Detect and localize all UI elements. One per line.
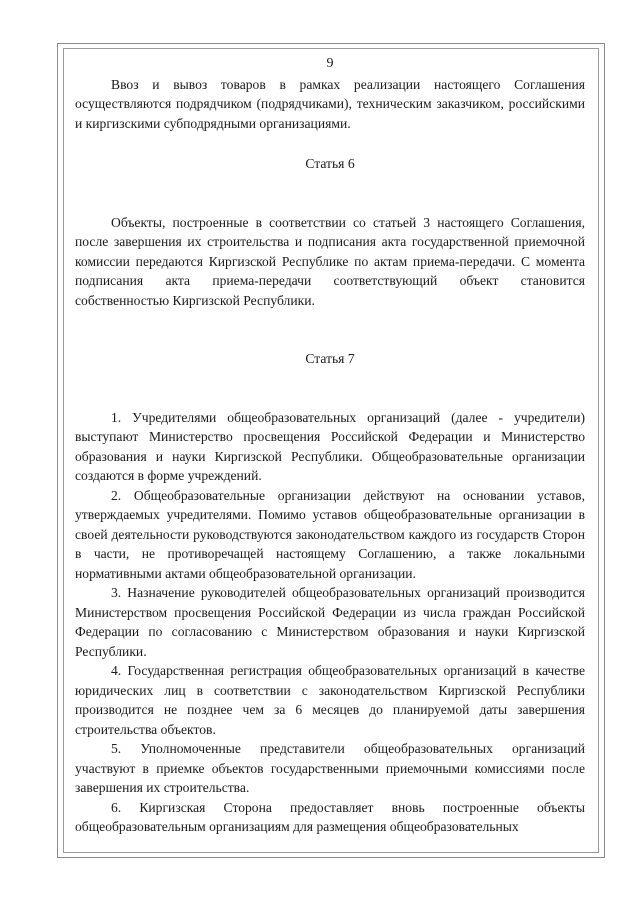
document-body xyxy=(75,54,585,837)
article-7-item-1: 1. Учредителями общеобразовательных организаций (далее - учредители) выступают Министерство просвещения Российской Федерации и Министерство образования и науки Киргизской Республики. Общеобразовательные организации создаются в форме учреждений. xyxy=(75,409,585,483)
article-7-item-2: 2. Общеобразовательные организации действуют на основании уставов, утверждаемых учредителями. Помимо уставов общеобразовательные организации в своей деятельности руководствуются законодательством каждого из государств Сторон в части, не противоречащей настоящему Соглашению, а также локальными нормативными актами общеобразовательной организации. xyxy=(75,487,585,581)
article-7-item-6: 6. Киргизская Сторона предоставляет вновь построенные объекты общеобразовательным организациям для размещения общеобразовательных xyxy=(75,799,585,834)
article-6-paragraph: Объекты, построенные в соответствии со статьей 3 настоящего Соглашения, после завершения их строительства и подписания акта государственной приемочной комиссии передаются Киргизской Республике по актам приема-передачи. С момента подписания акта приема-передачи соответствующий объект становится собственностью Киргизской Республики. xyxy=(75,214,585,308)
page-number: 9 xyxy=(326,56,334,71)
article-7-item-5: 5. Уполномоченные представители общеобразовательных организаций участвуют в приемке объектов государственными приемочными комиссиями после завершения их строительства. xyxy=(75,741,585,795)
article-7-item-4: 4. Государственная регистрация общеобразовательных организаций в качестве юридических лиц в соответствии с законодательством Киргизской Республики производится не позднее чем за 6 месяцев до планируемой даты завершения строительства объектов. xyxy=(75,663,585,737)
article-6-heading: Статья 6 xyxy=(305,156,355,171)
intro-paragraph: Ввоз и вывоз товаров в рамках реализации настоящего Соглашения осуществляются подрядчиком (подрядчиками), техническим заказчиком, российскими и киргизскими субподрядными организациями. xyxy=(75,76,585,131)
article-7-heading: Статья 7 xyxy=(305,351,355,366)
article-7-item-3: 3. Назначение руководителей общеобразовательных организаций производится Министерством просвещения Российской Федерации из числа граждан Российской Федерации по согласованию с Министерством образования и науки Киргизской Республики. xyxy=(75,585,585,659)
